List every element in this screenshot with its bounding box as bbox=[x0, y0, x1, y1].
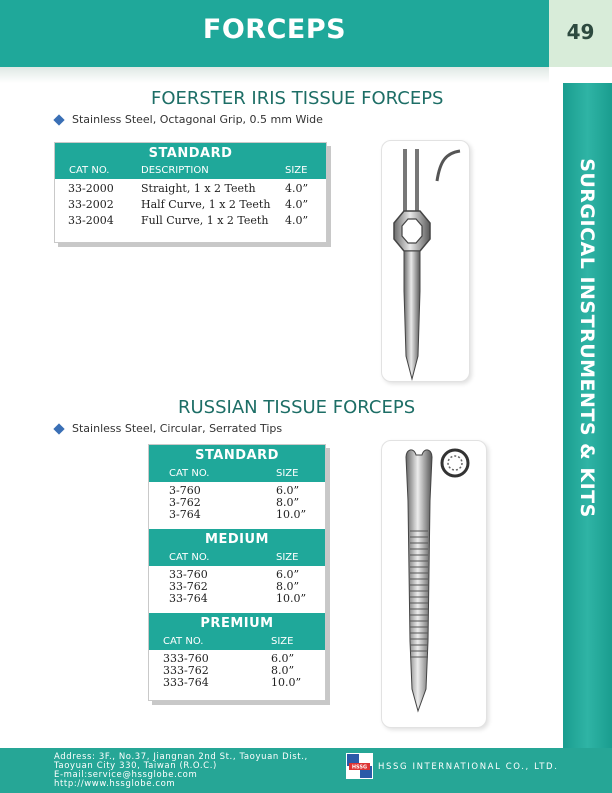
cell-cat: 3-760 bbox=[169, 484, 201, 497]
table-row bbox=[149, 508, 325, 520]
cell-size: 10.0” bbox=[276, 592, 307, 605]
cell-cat: 33-764 bbox=[169, 592, 208, 605]
page-number: 49 bbox=[566, 20, 595, 44]
table-row bbox=[149, 592, 325, 604]
cell-size: 10.0” bbox=[271, 676, 302, 689]
table-row bbox=[149, 484, 325, 496]
cell-cat: 333-760 bbox=[163, 652, 209, 665]
table-column-headers bbox=[149, 635, 325, 650]
foerster-product-photo bbox=[381, 140, 470, 382]
cell-size: 4.0” bbox=[285, 198, 309, 211]
table-row bbox=[55, 214, 326, 226]
cell-size: 10.0” bbox=[276, 508, 307, 521]
foerster-standard-table bbox=[54, 142, 327, 243]
table-heading: STANDARD bbox=[149, 445, 325, 467]
footer-address-line2: Taoyuan City 330, Taiwan (R.O.C.) bbox=[54, 761, 217, 771]
cell-desc: Straight, 1 x 2 Teeth bbox=[141, 182, 256, 195]
table-row bbox=[149, 568, 325, 580]
diamond-bullet-icon bbox=[53, 114, 64, 125]
col-description: DESCRIPTION bbox=[141, 165, 209, 176]
table-row bbox=[149, 652, 325, 664]
table-heading: PREMIUM bbox=[149, 613, 325, 635]
footer-address-line1: Address: 3F., No.37, Jiangnan 2nd St., Taoyuan Dist., bbox=[54, 752, 308, 762]
col-cat-no: CAT NO. bbox=[163, 636, 204, 647]
cell-cat: 3-762 bbox=[169, 496, 201, 509]
col-cat-no: CAT NO. bbox=[169, 552, 210, 563]
cell-size: 4.0” bbox=[285, 214, 309, 227]
russian-description: Stainless Steel, Circular, Serrated Tips bbox=[72, 422, 283, 435]
col-size: SIZE bbox=[276, 552, 299, 563]
table-column-headers bbox=[55, 164, 326, 179]
col-cat-no: CAT NO. bbox=[169, 468, 210, 479]
cell-size: 6.0” bbox=[271, 652, 295, 665]
russian-forceps-icon bbox=[382, 441, 488, 729]
table-row bbox=[149, 664, 325, 676]
cell-cat: 33-2004 bbox=[68, 214, 114, 227]
col-size: SIZE bbox=[285, 165, 308, 176]
cell-cat: 33-2000 bbox=[68, 182, 114, 195]
foerster-description: Stainless Steel, Octagonal Grip, 0.5 mm Wide bbox=[72, 113, 323, 126]
logo-text: HSSG bbox=[351, 764, 368, 771]
col-size: SIZE bbox=[271, 636, 294, 647]
cell-size: 8.0” bbox=[276, 496, 300, 509]
cell-size: 8.0” bbox=[276, 580, 300, 593]
diamond-bullet-icon bbox=[53, 423, 64, 434]
table-heading: STANDARD bbox=[55, 143, 326, 164]
russian-title: RUSSIAN TISSUE FORCEPS bbox=[178, 397, 416, 418]
foerster-forceps-icon bbox=[382, 141, 471, 383]
cell-cat: 33-762 bbox=[169, 580, 208, 593]
col-size: SIZE bbox=[276, 468, 299, 479]
table-row bbox=[149, 676, 325, 688]
col-cat-no: CAT NO. bbox=[69, 165, 110, 176]
company-name: HSSG INTERNATIONAL CO., LTD. bbox=[378, 762, 559, 772]
cell-size: 8.0” bbox=[271, 664, 295, 677]
side-banner-text: SURGICAL INSTRUMENTS & KITS bbox=[576, 158, 598, 518]
cell-cat: 33-760 bbox=[169, 568, 208, 581]
hssg-logo-icon bbox=[346, 753, 373, 779]
cell-size: 6.0” bbox=[276, 484, 300, 497]
table-heading: MEDIUM bbox=[149, 529, 325, 551]
table-column-headers bbox=[149, 551, 325, 566]
cell-size: 6.0” bbox=[276, 568, 300, 581]
cell-desc: Full Curve, 1 x 2 Teeth bbox=[141, 214, 269, 227]
footer-website: http://www.hssglobe.com bbox=[54, 779, 176, 789]
russian-size-tables bbox=[148, 444, 326, 701]
table-row bbox=[149, 580, 325, 592]
russian-product-photo bbox=[381, 440, 487, 728]
table-column-headers bbox=[149, 467, 325, 482]
page-title: FORCEPS bbox=[202, 14, 347, 45]
table-row bbox=[149, 496, 325, 508]
cell-size: 4.0” bbox=[285, 182, 309, 195]
table-row bbox=[55, 198, 326, 210]
foerster-title: FOERSTER IRIS TISSUE FORCEPS bbox=[151, 88, 444, 109]
cell-cat: 333-764 bbox=[163, 676, 209, 689]
cell-cat: 333-762 bbox=[163, 664, 209, 677]
footer-email: E-mail:service@hssglobe.com bbox=[54, 770, 198, 780]
header-shadow bbox=[0, 67, 549, 83]
cell-cat: 3-764 bbox=[169, 508, 201, 521]
cell-desc: Half Curve, 1 x 2 Teeth bbox=[141, 198, 271, 211]
table-row bbox=[55, 182, 326, 194]
cell-cat: 33-2002 bbox=[68, 198, 114, 211]
